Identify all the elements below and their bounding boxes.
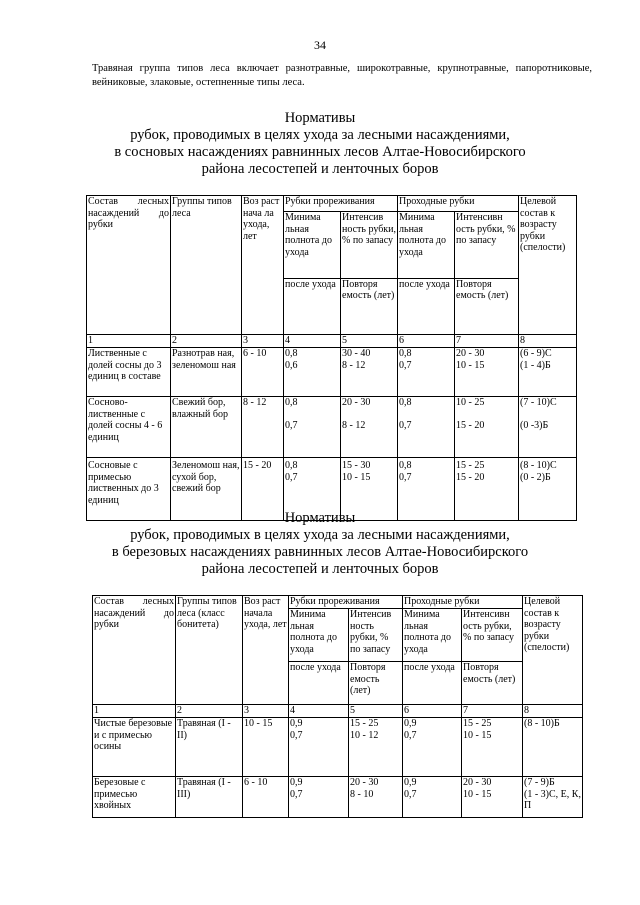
header-age: Воз раст нача ла ухода, лет: [242, 196, 284, 335]
header-repeat: Повторя емость (лет): [455, 278, 519, 334]
column-number: 3: [243, 705, 289, 718]
section1-title-line-3: в сосновых насаждениях равнинных лесов Алтае-Новосибирского: [114, 144, 526, 160]
header-age: Воз раст начала ухода, лет: [243, 596, 289, 705]
target-cell: (8 - 10)Б: [523, 718, 583, 777]
birch-norms-table: [92, 595, 583, 818]
table-row: [93, 777, 583, 818]
table-row: [87, 397, 577, 458]
header-after: после ухода: [398, 278, 455, 334]
section2-title-line-2: рубок, проводимых в целях ухода за лесными насаждениями,: [130, 527, 510, 543]
column-number: 7: [462, 705, 523, 718]
intensity-cell: 10 - 25 15 - 20: [455, 397, 519, 458]
intensity-cell: 15 - 25 15 - 20: [455, 458, 519, 521]
section2-heading: [0, 510, 640, 578]
column-number: 1: [87, 335, 171, 348]
table-header-row: [93, 596, 583, 609]
page-number: 34: [314, 38, 326, 52]
section2-title-line-3: в березовых насаждениях равнинных лесов Алтае-Новосибирского: [111, 544, 529, 560]
column-number: 2: [176, 705, 243, 718]
section2-title-line-4: района лесостепей и ленточных боров: [201, 561, 439, 577]
column-number: 5: [341, 335, 398, 348]
intensity-cell: 20 - 30 8 - 10: [349, 777, 403, 818]
forest-group-cell: Зеленомош ная, сухой бор, свежий бор: [171, 458, 242, 521]
column-number: 4: [289, 705, 349, 718]
min-density-cell: 0,9 0,7: [403, 718, 462, 777]
column-number: 3: [242, 335, 284, 348]
pine-norms-table: [86, 195, 577, 521]
table-header-row: [87, 196, 577, 212]
intensity-cell: 15 - 25 10 - 15: [462, 718, 523, 777]
min-density-cell: 0,8 0,7: [284, 397, 341, 458]
age-cell: 15 - 20: [242, 458, 284, 521]
intensity-cell: 30 - 40 8 - 12: [341, 348, 398, 397]
header-passage: Проходные рубки: [403, 596, 523, 609]
column-number: 7: [455, 335, 519, 348]
header-min-density: Минима льная полнота до ухода: [398, 212, 455, 278]
header-forest-groups: Группы типов леса (класс бонитета): [176, 596, 243, 705]
intensity-cell: 15 - 25 10 - 12: [349, 718, 403, 777]
forest-group-cell: Травяная (I - II): [176, 718, 243, 777]
header-intensity: Интенсив ность рубки, % по запасу: [349, 609, 403, 662]
column-number: 6: [403, 705, 462, 718]
age-cell: 10 - 15: [243, 718, 289, 777]
header-min-density: Минима льная полнота до ухода: [284, 212, 341, 278]
forest-group-cell: Свежий бор, влажный бор: [171, 397, 242, 458]
age-cell: 8 - 12: [242, 397, 284, 458]
section1-title-line-2: рубок, проводимых в целях ухода за лесными насаждениями,: [130, 127, 510, 143]
composition-cell: Сосновые с примесью лиственных до 3 единиц: [87, 458, 171, 521]
header-thinning: Рубки прореживания: [284, 196, 398, 212]
section1-title-line-4: района лесостепей и ленточных боров: [201, 161, 439, 177]
column-number-row: [87, 335, 577, 348]
column-number: 8: [519, 335, 577, 348]
header-composition: Состав лесных насаждений до рубки: [87, 196, 171, 335]
intro-paragraph: Травяная группа типов леса включает разнотравные, широкотравные, крупнотравные, папоротниковые, вейниковые, злаковые, остепненные типы леса.: [92, 63, 592, 88]
header-passage: Проходные рубки: [398, 196, 519, 212]
table-row: [87, 348, 577, 397]
min-density-cell: 0,8 0,7: [398, 458, 455, 521]
header-forest-groups: Группы типов леса: [171, 196, 242, 335]
intensity-cell: 20 - 30 8 - 12: [341, 397, 398, 458]
header-target: Целевой состав к возрасту рубки (спелости): [519, 196, 577, 335]
intensity-cell: 15 - 30 10 - 15: [341, 458, 398, 521]
min-density-cell: 0,8 0,7: [398, 348, 455, 397]
header-repeat: Повторя емость (лет): [349, 662, 403, 705]
intensity-cell: 20 - 30 10 - 15: [455, 348, 519, 397]
forest-group-cell: Разнотрав ная, зеленомош ная: [171, 348, 242, 397]
header-intensity: Интенсив ность рубки, % по запасу: [341, 212, 398, 278]
target-cell: (8 - 10)С (0 - 2)Б: [519, 458, 577, 521]
header-intensity: Интенсивн ость рубки, % по запасу: [455, 212, 519, 278]
composition-cell: Чистые березовые и с примесью осины: [93, 718, 176, 777]
composition-cell: Сосново-лиственные с долей сосны 4 - 6 единиц: [87, 397, 171, 458]
header-thinning: Рубки прореживания: [289, 596, 403, 609]
min-density-cell: 0,8 0,6: [284, 348, 341, 397]
intensity-cell: 20 - 30 10 - 15: [462, 777, 523, 818]
header-target: Целевой состав к возрасту рубки (спелости): [523, 596, 583, 705]
column-number: 5: [349, 705, 403, 718]
header-repeat: Повторя емость (лет): [462, 662, 523, 705]
age-cell: 6 - 10: [243, 777, 289, 818]
header-composition: Состав лесных насаждений до рубки: [93, 596, 176, 705]
table-row: [93, 718, 583, 777]
min-density-cell: 0,9 0,7: [403, 777, 462, 818]
header-min-density: Минима льная полнота до ухода: [289, 609, 349, 662]
section1-heading: [0, 110, 640, 178]
target-cell: (7 - 10)С (0 -3)Б: [519, 397, 577, 458]
header-after: после ухода: [284, 278, 341, 334]
column-number: 2: [171, 335, 242, 348]
target-cell: (7 - 9)Б (1 - 3)С, Е, К, П: [523, 777, 583, 818]
column-number: 6: [398, 335, 455, 348]
header-after: после ухода: [403, 662, 462, 705]
min-density-cell: 0,8 0,7: [398, 397, 455, 458]
age-cell: 6 - 10: [242, 348, 284, 397]
min-density-cell: 0,8 0,7: [284, 458, 341, 521]
header-intensity: Интенсивн ость рубки, % по запасу: [462, 609, 523, 662]
composition-cell: Березовые с примесью хвойных: [93, 777, 176, 818]
min-density-cell: 0,9 0,7: [289, 718, 349, 777]
target-cell: (6 - 9)С (1 - 4)Б: [519, 348, 577, 397]
section2-title-line-1: Нормативы: [284, 510, 356, 526]
header-after: после ухода: [289, 662, 349, 705]
column-number: 1: [93, 705, 176, 718]
header-repeat: Повторя емость (лет): [341, 278, 398, 334]
column-number: 8: [523, 705, 583, 718]
composition-cell: Лиственные с долей сосны до 3 единиц в составе: [87, 348, 171, 397]
forest-group-cell: Травяная (I - III): [176, 777, 243, 818]
section1-title-line-1: Нормативы: [284, 110, 356, 126]
column-number: 4: [284, 335, 341, 348]
min-density-cell: 0,9 0,7: [289, 777, 349, 818]
column-number-row: [93, 705, 583, 718]
header-min-density: Минима льная полнота до ухода: [403, 609, 462, 662]
